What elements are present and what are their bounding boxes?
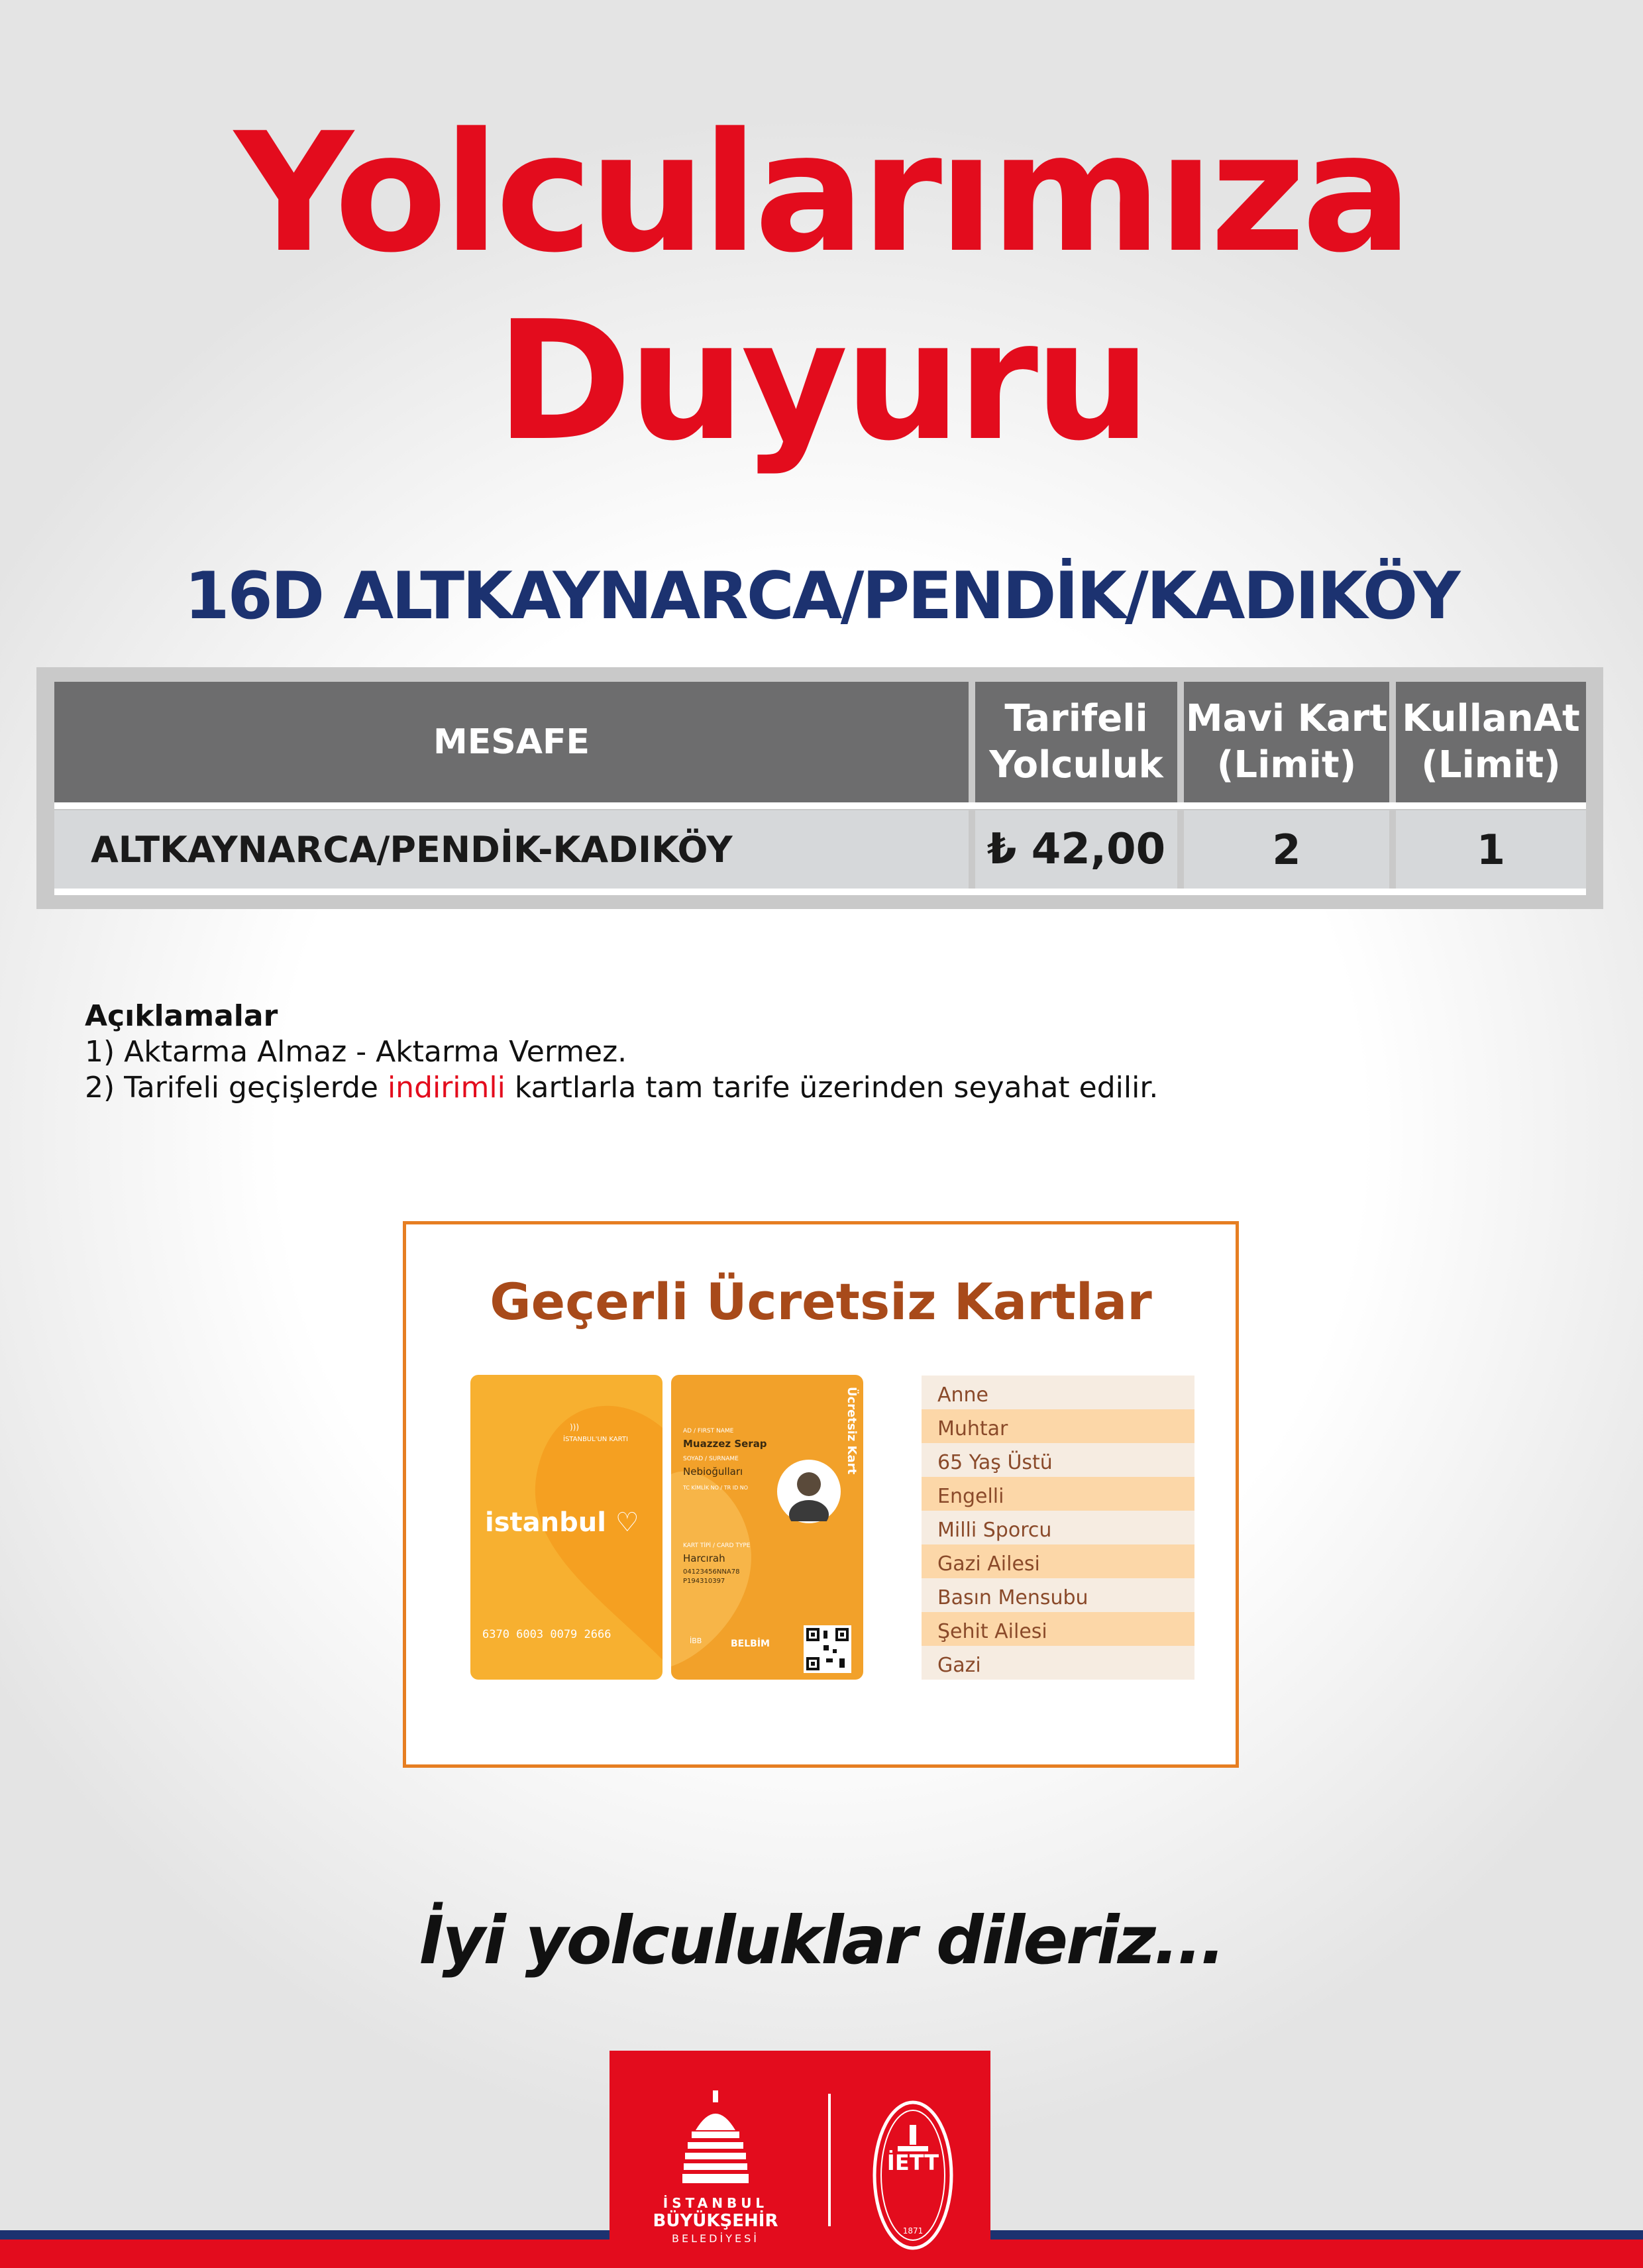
note-item-2-pre: 2) Tarifeli geçişlerde [85, 1071, 388, 1105]
free-card-back-image [671, 1375, 863, 1680]
back-card-type-label: KART TİPİ / CARD TYPE [683, 1542, 751, 1549]
headline-line1: Yolcularımıza [234, 98, 1409, 289]
header-mavi-line1: Mavi Kart [1185, 697, 1388, 740]
istanbul-brand-text: istanbul [485, 1507, 606, 1538]
back-card-id-label: TC KİMLİK NO / TR ID NO [683, 1485, 749, 1491]
header-kullanat [1396, 682, 1586, 802]
headline-line2: Duyuru [496, 286, 1147, 477]
list-item: Gazi [922, 1646, 1194, 1680]
list-item: Gazi Ailesi [922, 1544, 1194, 1578]
belbim-logo: BELBİM [731, 1639, 770, 1649]
header-distance-label: MESAFE [433, 722, 590, 762]
closing-message: İyi yolculuklar dileriz... [419, 1902, 1224, 1979]
free-cards-title: Geçerli Ücretsiz Kartlar [490, 1272, 1152, 1331]
notes-title: Açıklamalar [85, 999, 278, 1033]
header-fare [975, 682, 1177, 802]
header-fare-line1: Tarifeli [1004, 697, 1148, 740]
ibb-line2: BÜYÜKŞEHİR [653, 2211, 778, 2231]
back-card-surname: Nebioğulları [683, 1466, 743, 1478]
list-item: Milli Sporcu [922, 1511, 1194, 1544]
nfc-icon: ))) [570, 1423, 580, 1432]
back-card-surname-label: SOYAD / SURNAME [683, 1456, 739, 1462]
note-item-2 [85, 1070, 1158, 1106]
cell-distance: ALTKAYNARCA/PENDİK-KADIKÖY [54, 810, 969, 889]
row-divider [54, 802, 1586, 809]
back-card-id-number2: P194310397 [683, 1578, 725, 1585]
header-kullanat-line1: KullanAt [1402, 697, 1580, 740]
ibb-line3: BELEDİYESİ [672, 2232, 759, 2245]
list-item: Anne [922, 1376, 1194, 1409]
istanbul-brand-logo [485, 1507, 639, 1538]
header-mavi-line2: (Limit) [1216, 743, 1357, 786]
back-card-type: Harcırah [683, 1552, 725, 1564]
back-card-name: Muazzez Serap [683, 1438, 767, 1450]
qr-code [804, 1625, 851, 1673]
note-item-2-highlight: indirimli [387, 1071, 505, 1105]
footer-divider [828, 2094, 831, 2226]
footer-logo-panel [610, 2051, 990, 2268]
list-item: Muhtar [922, 1409, 1194, 1443]
note-item-2-post: kartlarla tam tarife üzerinden seyahat edilir. [505, 1071, 1159, 1105]
ibb-line1: İSTANBUL [662, 2195, 768, 2211]
cell-mavi: 2 [1184, 810, 1389, 889]
header-fare-line2: Yolculuk [989, 743, 1163, 786]
free-cards-panel [403, 1221, 1239, 1768]
front-card-number: 6370 6003 0079 2666 [482, 1628, 611, 1641]
ibb-logo-icon [682, 2090, 749, 2190]
portrait-photo [777, 1460, 841, 1523]
iett-year: 1871 [902, 2226, 924, 2236]
fare-table [36, 667, 1603, 909]
back-card-vertical-label: Ücretsiz Kart [845, 1387, 859, 1475]
notes [85, 999, 1158, 1106]
front-card-label: İSTANBUL'UN KARTI [563, 1436, 628, 1443]
route-title: 16D ALTKAYNARCA/PENDİK/KADIKÖY [184, 559, 1459, 634]
iett-logo-text: İETT [886, 2150, 939, 2175]
free-card-types-list [922, 1376, 1194, 1680]
header-distance [54, 682, 969, 802]
list-item: Şehit Ailesi [922, 1612, 1194, 1646]
portrait-icon [779, 1462, 839, 1521]
cell-kullanat: 1 [1396, 810, 1586, 889]
back-card-name-label: AD / FIRST NAME [683, 1428, 734, 1434]
list-item: 65 Yaş Üstü [922, 1443, 1194, 1477]
list-item: Engelli [922, 1477, 1194, 1511]
back-card-id-number: 04123456NNA78 [683, 1568, 740, 1576]
ibb-mini-logo: İBB [690, 1637, 702, 1645]
note-item-1: 1) Aktarma Almaz - Aktarma Vermez. [85, 1035, 627, 1069]
list-item: Basın Mensubu [922, 1578, 1194, 1612]
qr-code-icon [804, 1625, 851, 1673]
header-kullanat-line2: (Limit) [1421, 743, 1561, 786]
istanbulkart-front-image [470, 1375, 662, 1680]
heart-icon: ♡ [606, 1507, 639, 1538]
header-mavi-kart [1184, 682, 1389, 802]
cell-fare: ₺ 42,00 [975, 810, 1177, 889]
ibb-emblem-icon [682, 2090, 749, 2190]
row-bottom-line [54, 889, 1586, 895]
